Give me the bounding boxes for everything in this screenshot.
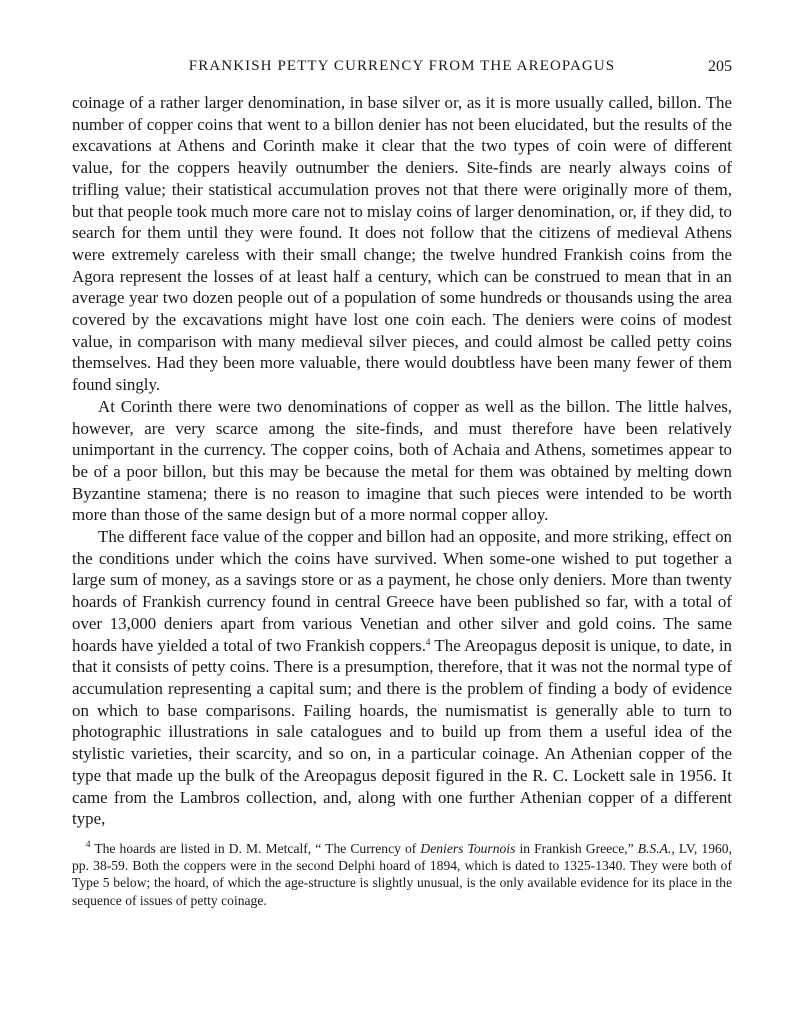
running-title: FRANKISH PETTY CURRENCY FROM THE AREOPAGUS (188, 58, 616, 74)
footnote-text-a: The hoards are listed in D. M. Metcalf, “ The Currency of (90, 840, 421, 856)
footnote (72, 840, 732, 909)
body-text (72, 92, 732, 830)
page (72, 58, 732, 909)
paragraph-2: At Corinth there were two denominations of copper as well as the billon. The little halves, however, are very scarce among the site-finds, and must therefore have been relatively unimportant in the currency. The copper coins, both of Achaia and Athens, sometimes appear to be of a poor billon, but this may be because the metal for them was obtained by melting down Byzantine stamena; there is no reason to imagine that such pieces were intended to be worth more than those of the same design but of a more normal copper alloy. (72, 396, 732, 525)
footnote-journal: B.S.A. (637, 840, 672, 856)
paragraph-3-text-b: The Areopagus deposit is unique, to date, in that it consists of petty coins. There is a presumption, therefore, that it was not the normal type of accumulation representing a capital sum; and there is the problem of finding a body of evidence on which to base comparisons. Failing hoards, the numismatist is generally able to turn to photographic illustrations in sale catalogues and to build up from them a useful idea of the stylistic varieties, their scarcity, and so on, in a particular coinage. An Athenian copper of the type that made up the bulk of the Areopagus deposit figured in the R. C. Lockett sale in 1956. It came from the Lambros collection, and, along with one further Athenian copper of a different type, (72, 635, 732, 829)
footnote-text-b: in Frankish Greece,” (515, 840, 638, 856)
footnote-title: Deniers Tournois (420, 840, 516, 856)
running-head (72, 58, 732, 86)
footnote-marker: 4 (86, 838, 91, 849)
footnote-text-c: , LV, 1960, pp. 38-59. Both the coppers were in the second Delphi hoard of 1894, which is dated to 1325-1340. They were both of Type 5 below; the hoard, of which the age-structure is slightly unusual, is the only available evidence for its place in the sequence of issues of petty coinage. (72, 840, 732, 908)
footnote-reference: 4 (425, 636, 431, 647)
page-number: 205 (708, 58, 732, 75)
paragraph-1: coinage of a rather larger denomination, in base silver or, as it is more usually called, billon. The number of copper coins that went to a billon denier has not been elucidated, but the results of the excavations at Athens and Corinth make it clear that the two types of coin were of different value, for the coppers heavily outnumber the deniers. Site-finds are nearly always coins of trifling value; their statistical accumulation proves not that there were originally more of them, but that people took much more care not to mislay coins of larger denomination, or, if they did, to search for them until they were found. It does not follow that the citizens of medieval Athens were extremely careless with their small change; the twelve hundred Frankish coins from the Agora represent the losses of at least half a century, which can be construed to mean that in an average year two dozen people out of a population of some hundreds or thousands using the area covered by the excavations might have lost one coin each. The deniers were coins of modest value, in comparison with many medieval silver pieces, and could almost be called petty coins themselves. Had they been more valuable, there would doubtless have been many fewer of them found singly. (72, 93, 732, 395)
paragraph-3 (72, 526, 732, 830)
footnote-text (72, 840, 732, 909)
paragraph-3-text-a: The different face value of the copper and billon had an opposite, and more striking, effect on the conditions under which the coins have survived. When some-one wished to put together a large sum of money, as a savings store or as a payment, he chose only deniers. More than twenty hoards of Frankish currency found in central Greece have been published so far, with a total of over 13,000 deniers apart from various Venetian and other silver and gold coins. The same hoards have yielded a total of two Frankish coppers. (72, 527, 732, 655)
